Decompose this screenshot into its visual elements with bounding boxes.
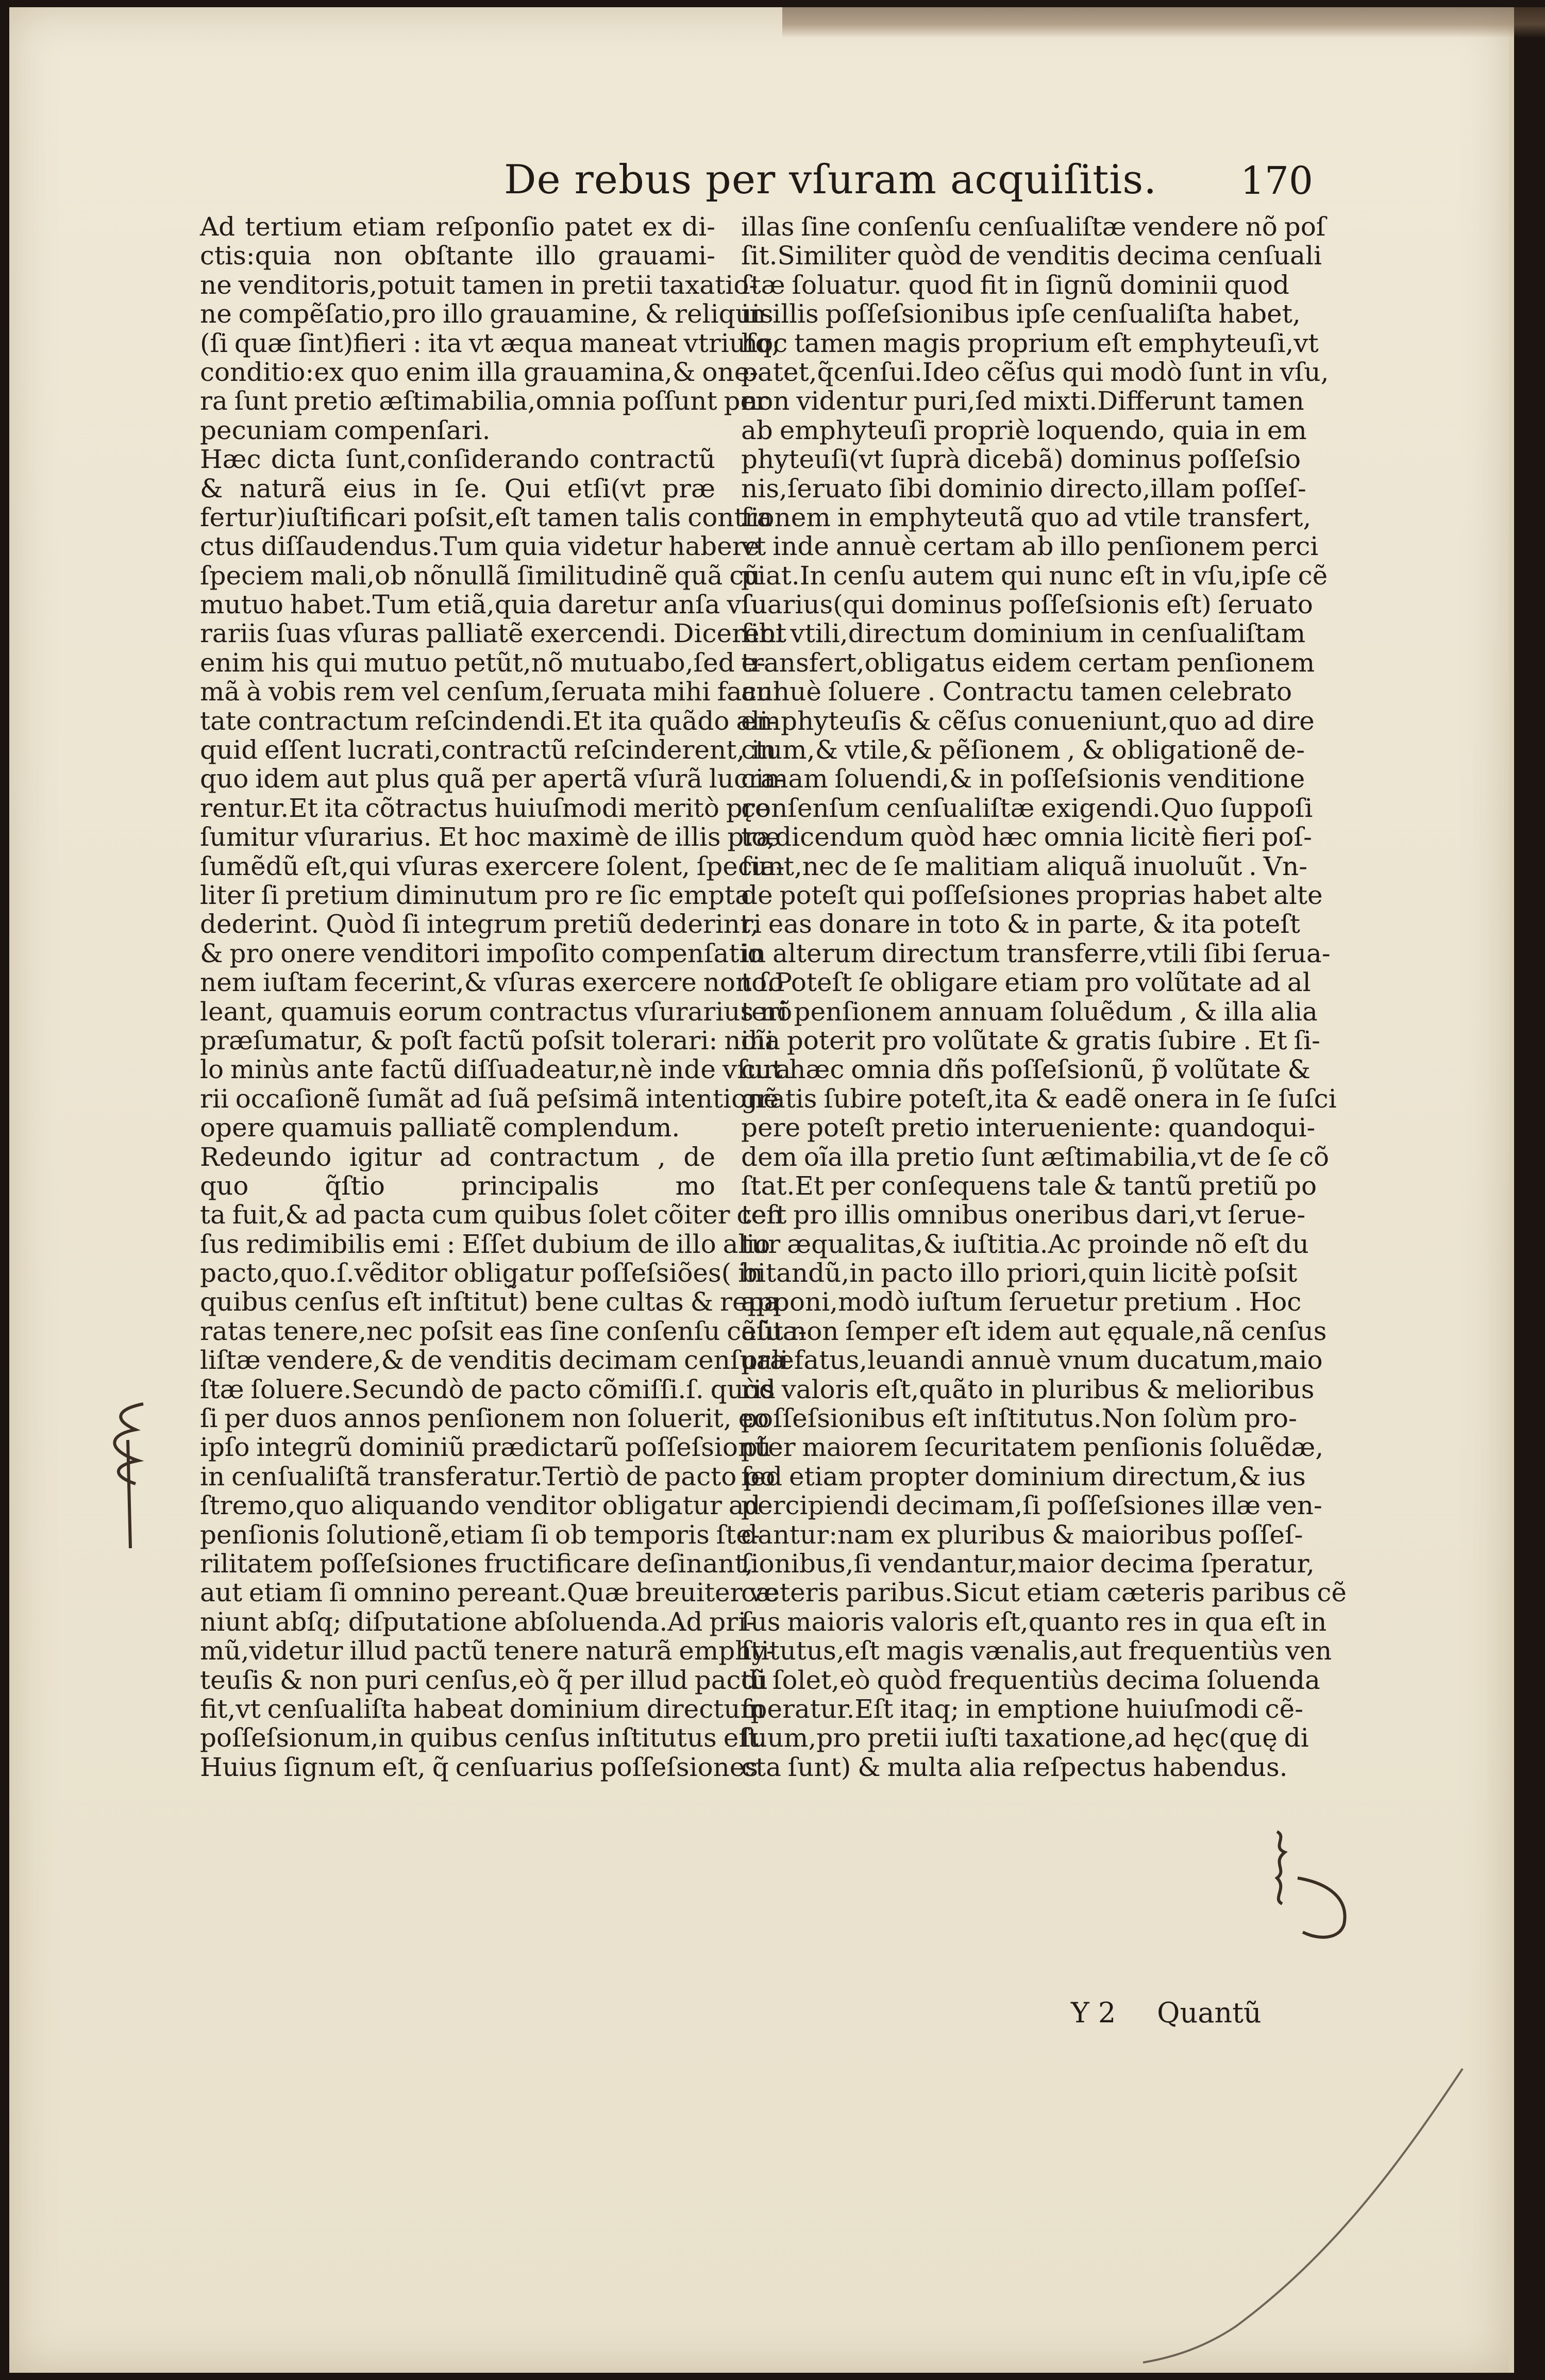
text-line: teſt pro illis omnibus oneribus dari,vt ſerue- (741, 1200, 1306, 1230)
text-line: ſus maioris valoris eſt,quanto res in qua eſt in (741, 1606, 1327, 1637)
text-line: quibus cenſus eſt inſtitut̃) bene cultas & repa (200, 1287, 780, 1317)
text-line: ſpeciem mali,ob nõnullã ſimilitudinẽ quã cũ (200, 560, 761, 591)
text-line: mutuo habet.Tum etiã,quia daretur anſa vſu (200, 590, 768, 620)
text-line: ſtitutus,eſt magis vænalis,aut frequentiùs ven (741, 1636, 1332, 1666)
folio-number: 170 (1240, 159, 1313, 203)
text-line: ctus diſſaudendus.Tum quia videtur habere (200, 531, 760, 562)
text-line: mũ,videtur illud pactũ tenere naturã emphy- (200, 1636, 775, 1666)
text-line: pter maiorem ſecuritatem penſionis ſoluẽdæ, (741, 1432, 1324, 1463)
text-line: transfert,obligatus eidem certam penſionem (741, 647, 1315, 678)
text-line: ab emphyteuſi propriè loquendo, quia in em (741, 415, 1307, 445)
text-line: quid eſſent lucrati,contractũ reſcinderent, in (200, 735, 777, 765)
text-line: piat.In cenſu autem qui nunc eſt in vſu,ipſe cẽ (741, 560, 1328, 591)
text-line: ſi per duos annos penſionem non ſoluerit, eo (200, 1403, 769, 1434)
text-line: aut etiam ſi omnino pereant.Quæ breuiter ve (200, 1578, 779, 1608)
page-footer (1071, 1997, 1262, 2029)
text-line: (ſi quæ ſint)fieri : ita vt æqua maneat vtriuſq; (200, 328, 781, 358)
text-line: cta ſunt) & multa alia reſpectus habendus. (741, 1752, 1288, 1782)
text-line: ſionem in emphyteutã quo ad vtile transfert, (741, 502, 1312, 532)
text-line: apponi,modò iuſtum ſeruetur pretium . Hoc (741, 1287, 1302, 1317)
text-line: annuè ſoluere . Contractu tamen celebrato (741, 677, 1292, 707)
text-line: ſperatur.Eſt itaq; in emptione huiuſmodi cẽ- (741, 1694, 1304, 1724)
text-line: ne venditoris,potuit tamen in pretii taxatio- (200, 270, 758, 300)
text-line: poſſeſsionibus eſt inſtitutus.Non ſolùm pro- (741, 1403, 1297, 1434)
text-line: cut hæc omnia dñs poſſeſsionũ, p̃ volũtate & (741, 1054, 1311, 1085)
text-line: rilitatem poſſeſsiones fructificare deſinant, (200, 1548, 753, 1579)
text-line: Ad tertium etiam reſponſio patet ex di- (200, 212, 715, 242)
text-line: lo minùs ante factũ diſſuadeatur,nè inde vſura (200, 1054, 791, 1085)
page-top-edge (782, 7, 1545, 38)
text-line: rii occaſionẽ ſumãt ad ſuã peſsimã intentionẽ (200, 1083, 779, 1114)
text-line: liſtæ vendere,& de venditis decimam cenſuali (200, 1345, 788, 1376)
text-line: phyteuſi(vt ſuprà dicebã) dominus poſſeſsio (741, 444, 1301, 475)
text-line: in alterum directum transferre,vtili ſibi ſerua- (741, 938, 1331, 968)
text-line: ratas tenere,nec poſsit eas ſine conſenſu cẽſua- (200, 1316, 807, 1346)
text-line: præſumatur, & poſt factũ poſsit tolerari: nihi (200, 1025, 774, 1055)
text-line: in cenſualiſtã transferatur.Tertiò de pacto po (200, 1461, 776, 1491)
text-line: fertur)iuſtificari poſsit,eſt tamen talis contra (200, 502, 772, 532)
text-line: fit,vt cenſualiſta habeat dominium directum (200, 1694, 765, 1724)
text-line: & naturã eius in ſe. Qui etſi(vt præ (200, 473, 715, 504)
text-line: dem oĩa illa pretio ſunt æſtimabilia,vt de ſe cõ (741, 1142, 1330, 1172)
text-line: pere poteſt pretio interueniente: quandoqui- (741, 1113, 1316, 1143)
text-line: ſumitur vſurarius. Et hoc maximè de illis præ (200, 822, 781, 852)
text-line: ra ſunt pretio æſtimabilia,omnia poſſunt per (200, 386, 768, 416)
text-line: percipiendi decimam,ſi poſſeſsiones illæ ven- (741, 1490, 1322, 1521)
text-line: ri eas donare in toto & in parte, & ita poteſt (741, 909, 1300, 940)
signature-mark: Y 2 (1071, 1997, 1116, 2029)
text-line: vt inde annuè certam ab illo penſionem perci (741, 531, 1319, 562)
text-line: ſuum,pro pretii iuſti taxatione,ad hęc(quę di (741, 1723, 1309, 1753)
text-line: emphyteuſis & cẽſus conueniunt,quo ad dire (741, 706, 1315, 736)
text-line: ſit.Similiter quòd de venditis decima cenſuali (741, 241, 1322, 271)
text-line: ſumẽdũ eſt,qui vſuras exercere ſolent, ſpecia- (200, 851, 785, 881)
text-line: Huius ſignum eſt, q̃ cenſuarius poſſeſsiones (200, 1752, 759, 1782)
text-line: dederint. Quòd ſi integrum pretiũ dederint, (200, 909, 759, 940)
text-line: niunt abſq; diſputatione abſoluenda.Ad pri- (200, 1606, 755, 1637)
text-line: conditio:ex quo enim illa grauamina,& one- (200, 357, 759, 387)
text-line: ſibi vtili,directum dominium in cenſualiſtam (741, 618, 1306, 649)
text-line: gratis ſubire poteſt,ita & eadẽ onera in ſe ſuſci (741, 1083, 1337, 1114)
text-line: ſus redimibilis emi : Eſſet dubium de illo alio (200, 1229, 770, 1259)
text-line: ipſo integrũ dominiũ prædictarũ poſſeſsionũ (200, 1432, 771, 1463)
text-line: ſuarius(qui dominus poſſeſsionis eſt) ſeruato (741, 590, 1313, 620)
right-text-column (741, 212, 1347, 1782)
text-line: pacto,quo.ſ.vẽditor obligatur poſſeſsiões( in (200, 1258, 763, 1288)
text-line: nis,ſeruato ſibi dominio directo,illam poſſeſ- (741, 473, 1306, 504)
text-line: dantur:nam ex pluribus & maioribus poſſeſ- (741, 1519, 1303, 1550)
text-line: cimam ſoluendi,& in poſſeſsionis venditione (741, 764, 1305, 794)
margin-bracket-annotation-left (87, 1399, 169, 1553)
text-line: bitandũ,in pacto illo priori,quin licitè poſsit (741, 1258, 1298, 1288)
text-line: Hæc dicta ſunt,conſiderando contractũ (200, 444, 715, 475)
text-line: nem iuſtam fecerint,& vſuras exercere non ſo (200, 967, 784, 998)
text-line: conſenſum cenſualiſtæ exigendi.Quo ſuppoſi (741, 793, 1313, 823)
text-line: ſtremo,quo aliquando venditor obligatur ad (200, 1490, 761, 1521)
page-header (504, 157, 1313, 213)
text-line: quo q̃ſtio principalis mo (200, 1170, 715, 1201)
text-line: teri penſionem annuam ſoluẽdum , & illa alia (741, 996, 1318, 1027)
text-line: cæteris paribus.Sicut etiam cæteris paribus cẽ (741, 1578, 1347, 1608)
margin-pen-stroke (1112, 2058, 1473, 2368)
text-line: non videntur puri,ſed mixti.Differunt tamen (741, 386, 1304, 416)
text-line: patet,q̃cenſui.Ideo cẽſus qui modò ſunt in vſu, (741, 357, 1329, 387)
text-line: & pro onere venditori impoſito compenſatio (200, 938, 763, 968)
text-line: enim his qui mutuo petũt,nõ mutuabo,ſed e- (200, 647, 766, 678)
text-line: liter ſi pretium diminutum pro re ſic empta (200, 880, 750, 910)
text-line: ſionibus,ſi vendantur,maior decima ſperatur, (741, 1548, 1315, 1579)
text-line: oĩa poterit pro volũtate & gratis ſubire . Et ſi- (741, 1025, 1320, 1055)
text-line: to.Poteſt ſe obligare etiam pro volũtate ad al (741, 967, 1311, 998)
text-line: to,dicendum quòd hæc omnia licitè fieri poſ- (741, 822, 1312, 852)
text-line: teuſis & non puri cenſus,eò q̃ per illud pactũ (200, 1665, 768, 1695)
left-text-column (200, 212, 807, 1782)
book-page (9, 7, 1514, 2373)
running-title: De rebus per vſuram acquiſitis. (504, 157, 1157, 203)
text-line: opere quamuis palliatẽ complendum. (200, 1113, 680, 1143)
text-line: hoc tamen magis proprium eſt emphyteuſi,vt (741, 328, 1319, 358)
text-line: pecuniam compenſari. (200, 415, 491, 445)
text-line: rentur.Et ita cõtractus huiuſmodi meritò pr̨e (200, 793, 770, 823)
text-line: ris valoris eſt,quãto in pluribus & melioribus (741, 1374, 1315, 1404)
text-line: Redeundo igitur ad contractum , de (200, 1142, 715, 1172)
text-line: ſtæ ſoluatur. quod fit in ſignũ dominii quod (741, 270, 1289, 300)
text-line: mã à vobis rem vel cenſum,ſeruata mihi facul (200, 677, 781, 707)
text-line: in illis poſſeſsionibus ipſe cenſualiſta habet, (741, 299, 1301, 329)
text-line: ctis:quia non obſtante illo grauami- (200, 241, 715, 271)
text-line: aũt non ſemper eſt idem aut ęquale,nã cenſus (741, 1316, 1327, 1346)
margin-bracket-annotation-right (1267, 1821, 1359, 1945)
text-line: de poteſt qui poſſeſsiones proprias habet alte (741, 880, 1323, 910)
text-line: tate contractum reſcindendi.Et ita quãdo ali- (200, 706, 777, 736)
text-line: ſed etiam propter dominium directum,& ius (741, 1461, 1306, 1491)
text-line: ta fuit,& ad pacta cum quibus ſolet cõiter cen (200, 1200, 783, 1230)
text-line: penſionis ſolutionẽ,etiam ſi ob temporis ſte- (200, 1519, 760, 1550)
text-line: præfatus,leuandi annuè vnum ducatum,maio (741, 1345, 1323, 1376)
text-line: tur æqualitas,& iuſtitia.Ac proinde nõ eſt du (741, 1229, 1309, 1259)
text-line: rariis ſuas vſuras palliatẽ exercendi. Dicerent (200, 618, 786, 649)
text-line: ne compẽſatio,pro illo grauamine, & reliquis (200, 299, 774, 329)
text-line: di ſolet,eò quòd frequentiùs decima ſoluenda (741, 1665, 1320, 1695)
text-line: ſtat.Et per conſequens tale & tantũ pretiũ po (741, 1170, 1317, 1201)
text-line: quo idem aut plus quã per apertã vſurã lucra- (200, 764, 785, 794)
text-line: ctum,& vtile,& pẽſionem , & obligationẽ de- (741, 735, 1305, 765)
text-line: leant, quamuis eorum contractus vſurarius nõ (200, 996, 793, 1027)
text-line: ſtæ ſoluere.Secundò de pacto cõmiſſi.ſ. quòd (200, 1374, 776, 1404)
catchword: Quantũ (1157, 1997, 1262, 2029)
text-line: poſſeſsionum,in quibus cenſus inſtitutus eſt. (200, 1723, 767, 1753)
text-line: ſunt,nec de ſe malitiam aliquã inuoluũt . Vn- (741, 851, 1308, 881)
text-line: illas ſine conſenſu cenſualiſtæ vendere nõ poſ (741, 212, 1326, 242)
